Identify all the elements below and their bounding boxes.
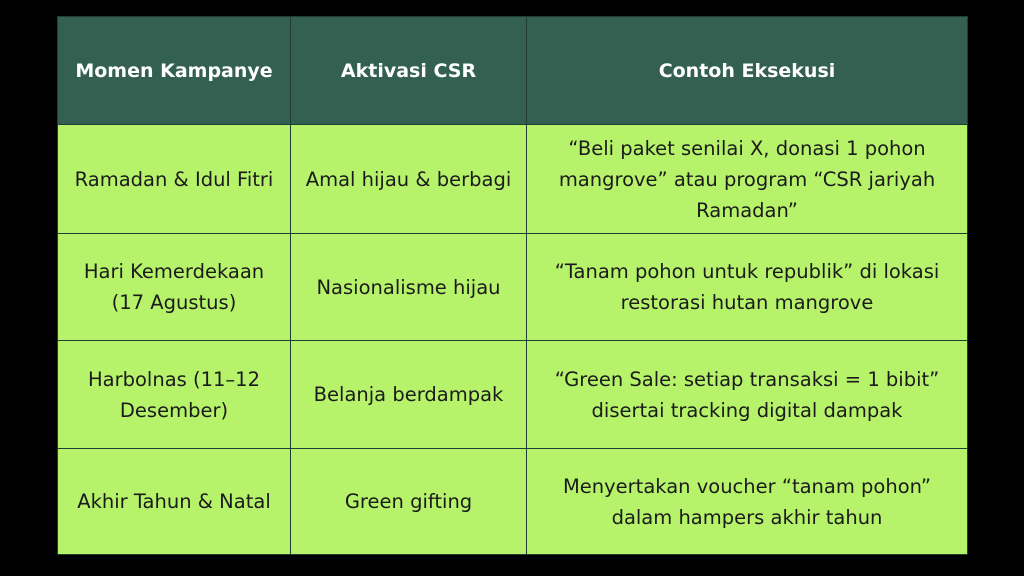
cell-aktivasi: Nasionalisme hijau	[291, 234, 527, 341]
header-contoh-eksekusi: Contoh Eksekusi	[527, 17, 968, 125]
cell-contoh: “Beli paket senilai X, donasi 1 pohon mangrove” atau program “CSR jariyah Ramadan”	[527, 125, 968, 234]
cell-contoh: “Green Sale: setiap transaksi = 1 bibit” disertai tracking digital dampak	[527, 341, 968, 449]
cell-contoh: Menyertakan voucher “tanam pohon” dalam hampers akhir tahun	[527, 449, 968, 555]
table-row	[58, 341, 968, 449]
table-row	[58, 234, 968, 341]
table-row	[58, 125, 968, 234]
table-header-row	[58, 17, 968, 125]
cell-momen: Hari Kemerdekaan (17 Agustus)	[58, 234, 291, 341]
cell-aktivasi: Belanja berdampak	[291, 341, 527, 449]
header-momen-kampanye: Momen Kampanye	[58, 17, 291, 125]
cell-aktivasi: Green gifting	[291, 449, 527, 555]
csr-campaign-table	[57, 16, 968, 555]
cell-momen: Harbolnas (11–12 Desember)	[58, 341, 291, 449]
cell-momen: Akhir Tahun & Natal	[58, 449, 291, 555]
header-aktivasi-csr: Aktivasi CSR	[291, 17, 527, 125]
cell-momen: Ramadan & Idul Fitri	[58, 125, 291, 234]
cell-aktivasi: Amal hijau & berbagi	[291, 125, 527, 234]
table-row	[58, 449, 968, 555]
cell-contoh: “Tanam pohon untuk republik” di lokasi restorasi hutan mangrove	[527, 234, 968, 341]
